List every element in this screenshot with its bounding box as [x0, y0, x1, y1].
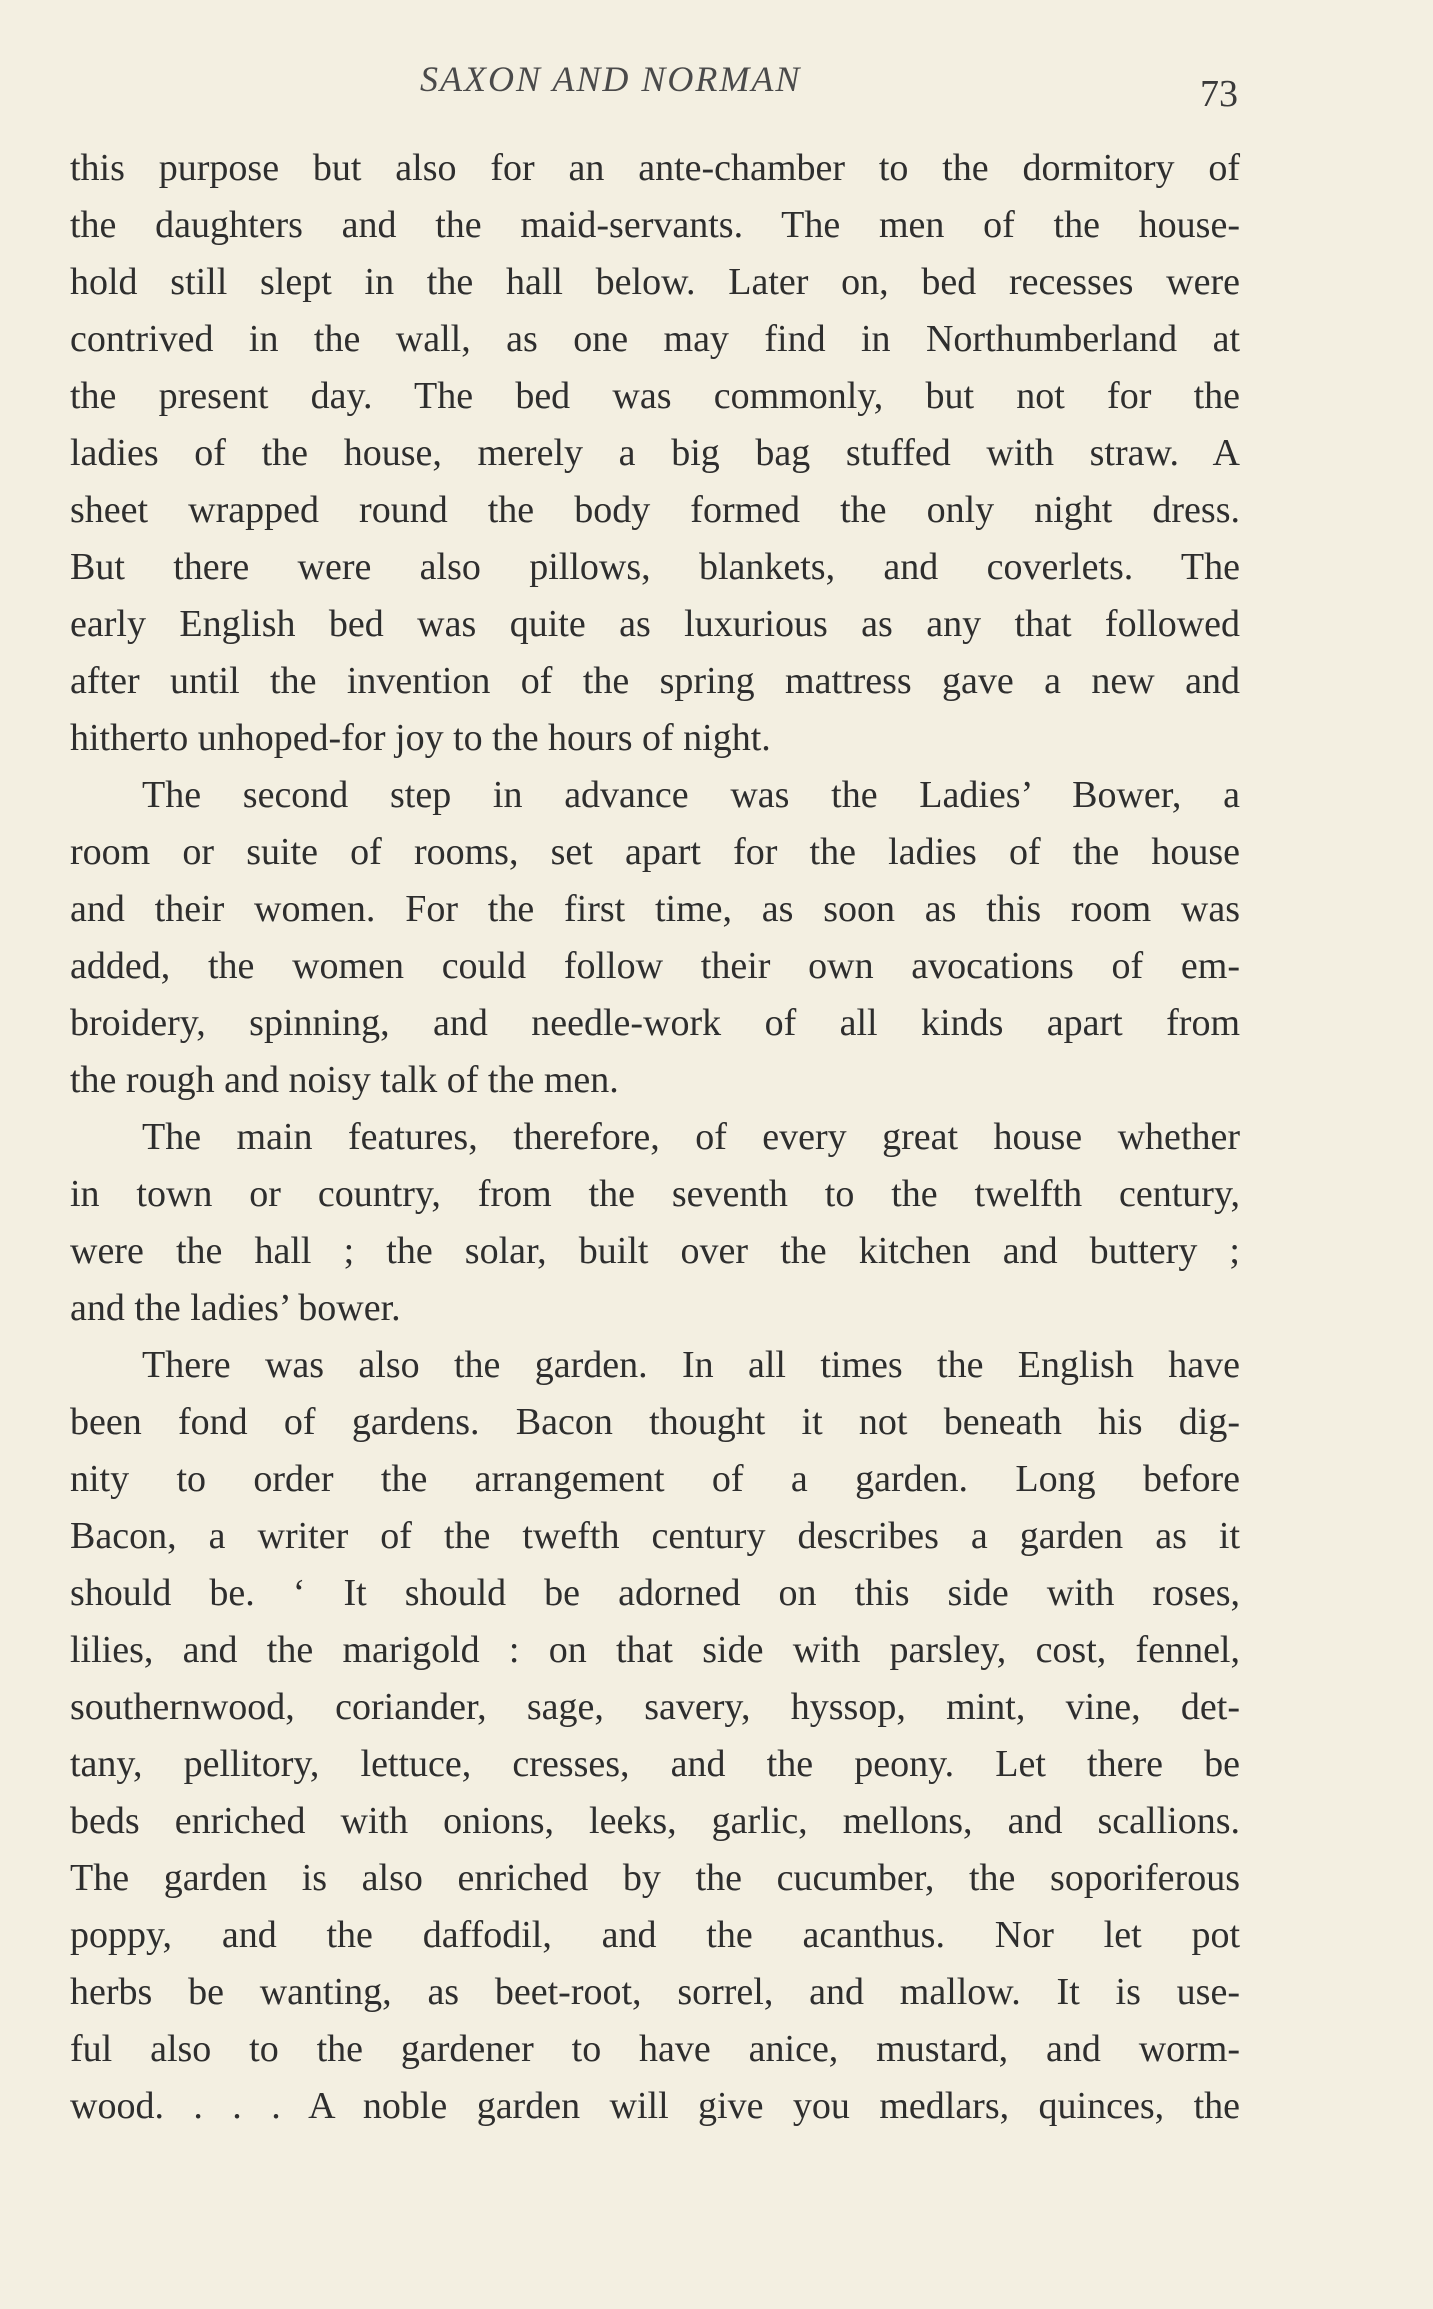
text-line: contrived in the wall, as one may find in Northumberland at: [70, 318, 1240, 360]
text-line: the rough and noisy talk of the men.: [70, 1059, 619, 1101]
text-line: The main features, therefore, of every great house whether: [142, 1116, 1240, 1158]
text-line: the present day. The bed was commonly, but not for the: [70, 375, 1240, 417]
text-line: were the hall ; the solar, built over the kitchen and buttery ;: [70, 1230, 1240, 1272]
text-line: tany, pellitory, lettuce, cresses, and the peony. Let there be: [70, 1743, 1240, 1785]
running-title: SAXON AND NORMAN: [420, 59, 802, 99]
text-line: There was also the garden. In all times the English have: [142, 1344, 1240, 1386]
text-line: herbs be wanting, as beet-root, sorrel, and mallow. It is use-: [70, 1971, 1240, 2013]
paragraph: [70, 767, 1240, 1109]
text-line: ful also to the gardener to have anice, mustard, and worm-: [70, 2028, 1240, 2070]
paragraph: [70, 1109, 1240, 1337]
running-head: [0, 58, 1433, 118]
text-line: should be. ‘ It should be adorned on this side with roses,: [70, 1572, 1240, 1614]
paragraph: [70, 1337, 1240, 2135]
text-line: hitherto unhoped-for joy to the hours of night.: [70, 717, 771, 759]
text-line: ladies of the house, merely a big bag stuffed with straw. A: [70, 432, 1240, 474]
text-line: The second step in advance was the Ladies’ Bower, a: [142, 774, 1240, 816]
text-line: hold still slept in the hall below. Later on, bed recesses were: [70, 261, 1240, 303]
text-line: broidery, spinning, and needle-work of all kinds apart from: [70, 1002, 1240, 1044]
text-line: lilies, and the marigold : on that side with parsley, cost, fennel,: [70, 1629, 1240, 1671]
text-line: Bacon, a writer of the twefth century describes a garden as it: [70, 1515, 1240, 1557]
text-line: and their women. For the first time, as soon as this room was: [70, 888, 1240, 930]
text-line: But there were also pillows, blankets, and coverlets. The: [70, 546, 1240, 588]
text-line: southernwood, coriander, sage, savery, hyssop, mint, vine, det-: [70, 1686, 1240, 1728]
text-line: added, the women could follow their own avocations of em-: [70, 945, 1240, 987]
text-line: this purpose but also for an ante-chamber to the dormitory of: [70, 147, 1240, 189]
text-line: nity to order the arrangement of a garden. Long before: [70, 1458, 1240, 1500]
text-line: The garden is also enriched by the cucumber, the soporiferous: [70, 1857, 1240, 1899]
body-text: [70, 140, 1240, 2135]
text-line: room or suite of rooms, set apart for the ladies of the house: [70, 831, 1240, 873]
text-line: wood. . . . A noble garden will give you medlars, quinces, the: [70, 2085, 1240, 2127]
page-number: 73: [1200, 73, 1238, 115]
text-line: after until the invention of the spring mattress gave a new and: [70, 660, 1240, 702]
text-line: the daughters and the maid-servants. The men of the house-: [70, 204, 1240, 246]
paragraph: [70, 140, 1240, 767]
text-line: and the ladies’ bower.: [70, 1287, 401, 1329]
text-line: early English bed was quite as luxurious as any that followed: [70, 603, 1240, 645]
text-line: beds enriched with onions, leeks, garlic, mellons, and scallions.: [70, 1800, 1240, 1842]
text-line: poppy, and the daffodil, and the acanthus. Nor let pot: [70, 1914, 1240, 1956]
text-line: been fond of gardens. Bacon thought it not beneath his dig-: [70, 1401, 1240, 1443]
text-line: in town or country, from the seventh to the twelfth century,: [70, 1173, 1240, 1215]
text-line: sheet wrapped round the body formed the only night dress.: [70, 489, 1240, 531]
